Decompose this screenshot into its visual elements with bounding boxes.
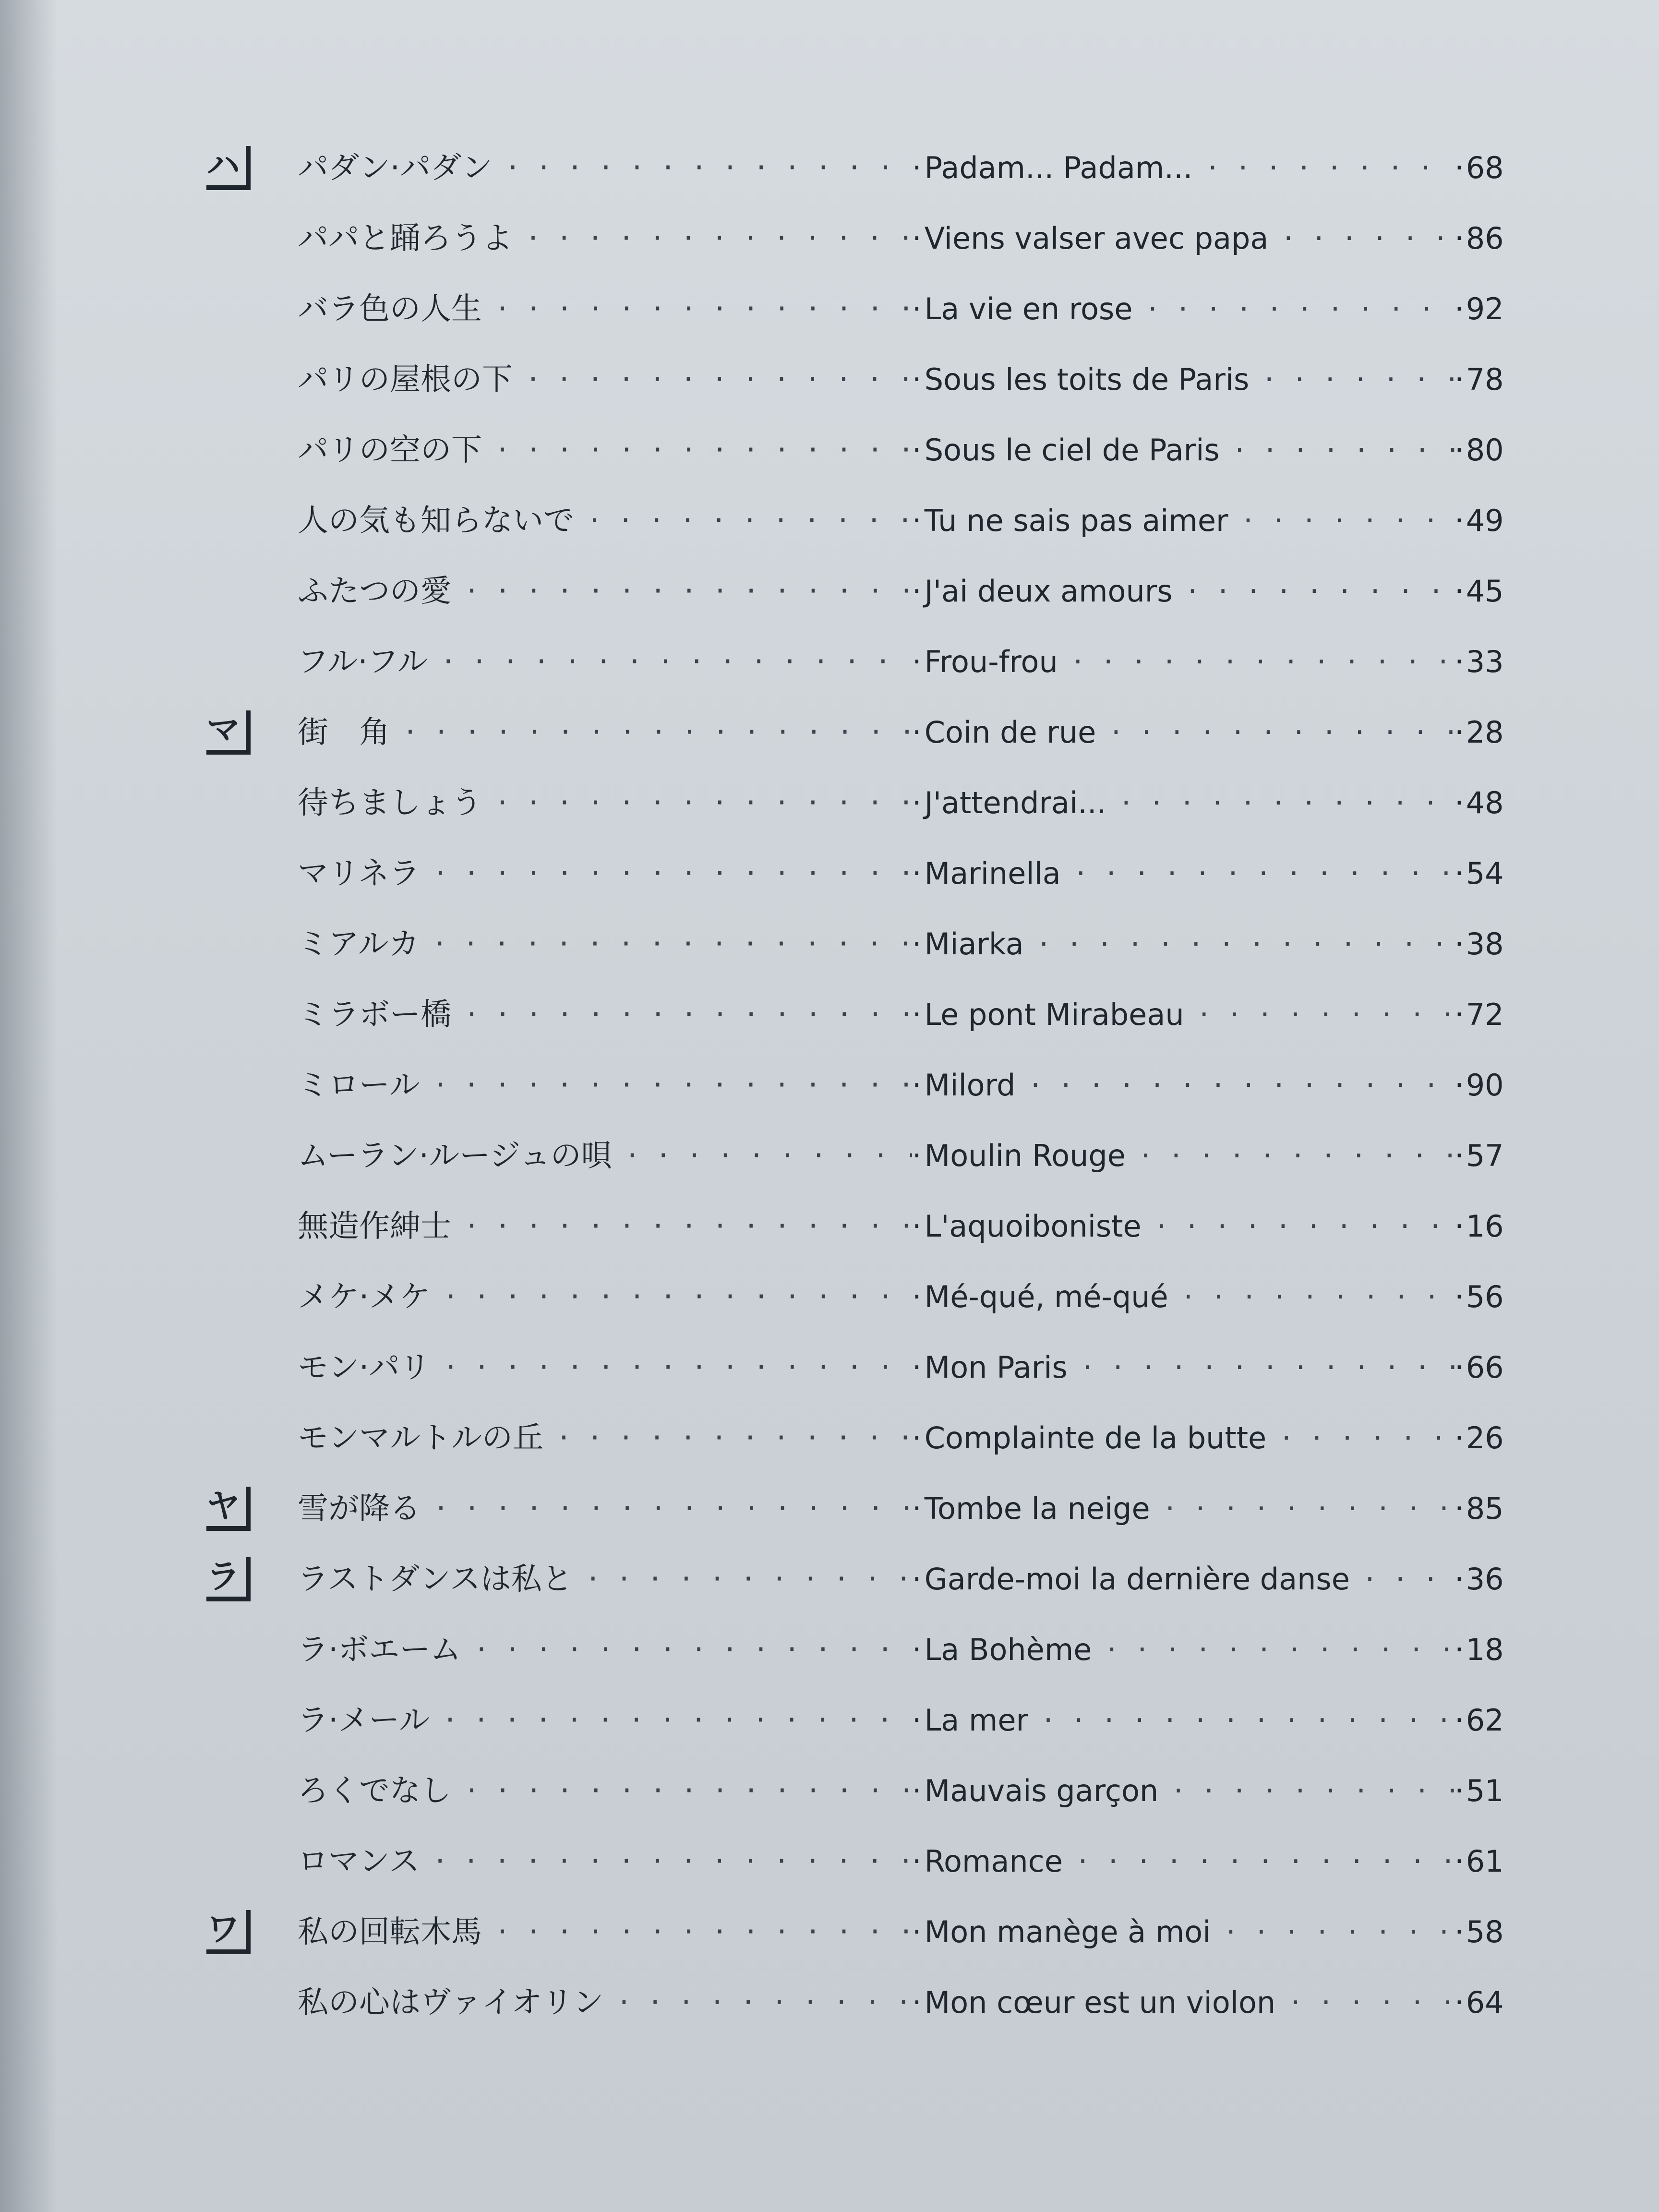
page-number: · 49	[1455, 497, 1531, 545]
japanese-title: 私の回転木馬 · · ·	[298, 1908, 912, 1956]
japanese-title: ロマンス · · ·	[298, 1838, 912, 1886]
french-title: · Mon Paris · · ·	[912, 1344, 1455, 1392]
toc-row	[202, 638, 1594, 696]
japanese-title: ラストダンスは私と · · ·	[298, 1555, 912, 1603]
french-title: · Marinella · · ·	[912, 850, 1455, 898]
page-number: · 78	[1455, 356, 1531, 404]
page-number: · 16	[1455, 1202, 1531, 1250]
toc-row	[202, 1767, 1594, 1825]
japanese-title: ミロール · · ·	[298, 1061, 912, 1109]
toc-row	[202, 285, 1594, 343]
page-number: · 62	[1455, 1696, 1531, 1744]
page-number: · 18	[1455, 1626, 1531, 1674]
japanese-title: ラ·ボエーム · · ·	[298, 1626, 912, 1674]
page-number: · 66	[1455, 1344, 1531, 1392]
french-title: · Tombe la neige · · ·	[912, 1485, 1455, 1533]
page-number: · 26	[1455, 1414, 1531, 1462]
section-marker: ヤ	[206, 1487, 251, 1531]
french-title: · Mon cœur est un violon · · ·	[912, 1979, 1455, 2027]
section-marker: ラ	[206, 1557, 251, 1601]
japanese-title: 街 角 · · ·	[298, 709, 912, 757]
french-title: · Romance · · ·	[912, 1838, 1455, 1886]
french-title: · Mé-qué, mé-qué · · ·	[912, 1273, 1455, 1321]
french-title: · Moulin Rouge · · ·	[912, 1132, 1455, 1180]
french-title: · J'ai deux amours · · ·	[912, 567, 1455, 615]
japanese-title: パダン·パダン · · ·	[298, 144, 912, 192]
page-number: · 92	[1455, 285, 1531, 333]
french-title: · Sous le ciel de Paris · · ·	[912, 426, 1455, 474]
japanese-title: ムーラン·ルージュの唄 · · ·	[298, 1132, 912, 1180]
toc-row	[202, 1696, 1594, 1754]
french-title: · Padam... Padam... · · ·	[912, 144, 1455, 192]
japanese-title: パリの屋根の下 · · ·	[298, 356, 912, 404]
page-number: · 33	[1455, 638, 1531, 686]
page-number: · 86	[1455, 215, 1531, 263]
toc-row	[202, 426, 1594, 484]
french-title: · Complainte de la butte · · ·	[912, 1414, 1455, 1462]
french-title: · Garde-moi la dernière danse · · ·	[912, 1555, 1455, 1603]
japanese-title: バラ色の人生 · · ·	[298, 285, 912, 333]
japanese-title: フル·フル · · ·	[298, 638, 912, 686]
french-title: · Mauvais garçon · · ·	[912, 1767, 1455, 1815]
japanese-title: ミラボー橋 · · ·	[298, 991, 912, 1039]
section-marker: ハ	[206, 146, 251, 190]
japanese-title: 私の心はヴァイオリン · · ·	[298, 1979, 912, 2027]
french-title: · Le pont Mirabeau · · ·	[912, 991, 1455, 1039]
page-number: · 48	[1455, 779, 1531, 827]
french-title: · Frou-frou · · ·	[912, 638, 1455, 686]
page-number: · 72	[1455, 991, 1531, 1039]
page-number: · 85	[1455, 1485, 1531, 1533]
japanese-title: ろくでなし · · ·	[298, 1767, 912, 1815]
french-title: · Coin de rue · · ·	[912, 709, 1455, 757]
toc-row	[202, 1979, 1594, 2036]
french-title: · Miarka · · ·	[912, 920, 1455, 968]
toc-row	[202, 144, 1594, 202]
page-number: · 36	[1455, 1555, 1531, 1603]
toc-row	[202, 1908, 1594, 1966]
french-title: · Mon manège à moi · · ·	[912, 1908, 1455, 1956]
japanese-title: ミアルカ · · ·	[298, 920, 912, 968]
page-number: · 64	[1455, 1979, 1531, 2027]
french-title: · La Bohème · · ·	[912, 1626, 1455, 1674]
page-number: · 54	[1455, 850, 1531, 898]
french-title: · Sous les toits de Paris · · ·	[912, 356, 1455, 404]
toc-row	[202, 1132, 1594, 1190]
toc-row	[202, 215, 1594, 272]
japanese-title: ラ·メール · · ·	[298, 1696, 912, 1744]
page-number: · 57	[1455, 1132, 1531, 1180]
french-title: · L'aquoiboniste · · ·	[912, 1202, 1455, 1250]
french-title: · Milord · · ·	[912, 1061, 1455, 1109]
toc-row	[202, 1273, 1594, 1331]
toc-row	[202, 356, 1594, 413]
french-title: · J'attendrai... · · ·	[912, 779, 1455, 827]
toc-row	[202, 1838, 1594, 1895]
japanese-title: マリネラ · · ·	[298, 850, 912, 898]
french-title: · Viens valser avec papa · · ·	[912, 215, 1455, 263]
page-number: · 45	[1455, 567, 1531, 615]
section-marker: ワ	[206, 1910, 251, 1954]
toc-row	[202, 1202, 1594, 1260]
page-number: · 90	[1455, 1061, 1531, 1109]
page-shadow	[0, 0, 58, 2212]
page-number: · 56	[1455, 1273, 1531, 1321]
page-number: · 51	[1455, 1767, 1531, 1815]
french-title: · La mer · · ·	[912, 1696, 1455, 1744]
page-number: · 58	[1455, 1908, 1531, 1956]
japanese-title: ふたつの愛 · · ·	[298, 567, 912, 615]
toc-row	[202, 1555, 1594, 1613]
toc-row	[202, 497, 1594, 554]
toc-row	[202, 920, 1594, 978]
toc-row	[202, 1626, 1594, 1683]
toc-row	[202, 991, 1594, 1048]
japanese-title: パリの空の下 · · ·	[298, 426, 912, 474]
toc-row	[202, 567, 1594, 625]
toc-row	[202, 709, 1594, 766]
french-title: · Tu ne sais pas aimer · · ·	[912, 497, 1455, 545]
toc-row	[202, 1485, 1594, 1542]
french-title: · La vie en rose · · ·	[912, 285, 1455, 333]
japanese-title: メケ·メケ · · ·	[298, 1273, 912, 1321]
toc-row	[202, 1344, 1594, 1401]
page-number: · 68	[1455, 144, 1531, 192]
page-number: · 28	[1455, 709, 1531, 757]
japanese-title: 待ちましょう · · ·	[298, 779, 912, 827]
page-number: · 80	[1455, 426, 1531, 474]
toc-row	[202, 850, 1594, 907]
page-number: · 61	[1455, 1838, 1531, 1886]
section-marker: マ	[206, 710, 251, 755]
toc-row	[202, 779, 1594, 837]
page-number: · 38	[1455, 920, 1531, 968]
japanese-title: モン·パリ · · ·	[298, 1344, 912, 1392]
japanese-title: 雪が降る · · ·	[298, 1485, 912, 1533]
japanese-title: パパと踊ろうよ · · ·	[298, 215, 912, 263]
japanese-title: 人の気も知らないで · · ·	[298, 497, 912, 545]
toc-row	[202, 1061, 1594, 1119]
toc-row	[202, 1414, 1594, 1472]
japanese-title: 無造作紳士 · · ·	[298, 1202, 912, 1250]
japanese-title: モンマルトルの丘 · · ·	[298, 1414, 912, 1462]
